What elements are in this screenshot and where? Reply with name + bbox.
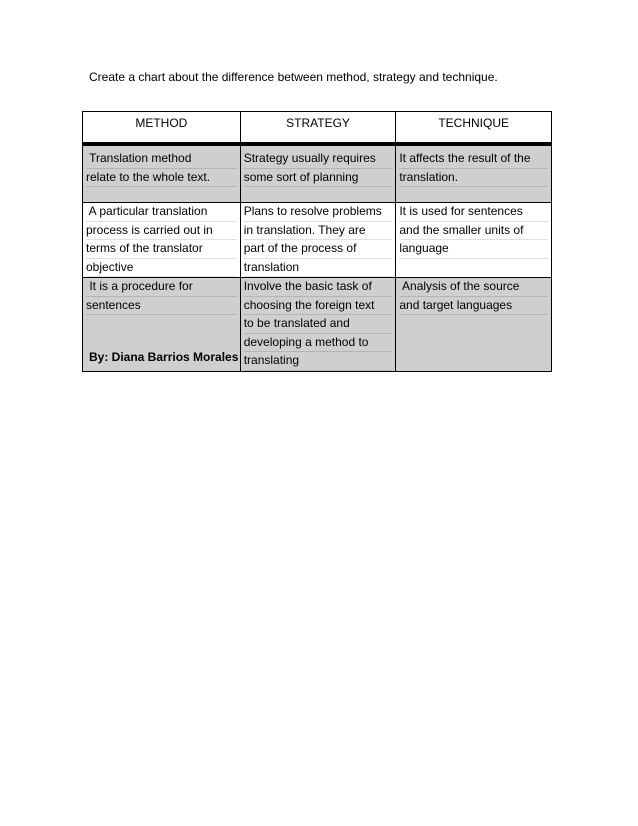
table-body xyxy=(83,146,552,372)
cell-line: It is a procedure for xyxy=(86,278,237,297)
cell-line: translating xyxy=(244,352,393,371)
cell-technique xyxy=(396,203,552,278)
cell-method xyxy=(83,203,241,278)
cell-strategy xyxy=(240,203,396,278)
cell-line: choosing the foreign text xyxy=(244,297,393,316)
cell-line: developing a method to xyxy=(244,334,393,353)
cell-line: and target languages xyxy=(399,297,548,316)
cell-technique xyxy=(396,146,552,203)
cell-strategy xyxy=(240,278,396,372)
cell-line: Plans to resolve problems xyxy=(244,203,393,222)
document-title: Create a chart about the difference between method, strategy and technique. xyxy=(89,70,498,84)
table-row xyxy=(83,146,552,203)
cell-line: to be translated and xyxy=(244,315,393,334)
header-strategy: STRATEGY xyxy=(240,112,396,146)
cell-line: Translation method xyxy=(86,150,237,169)
cell-line: It affects the result of the xyxy=(399,150,548,169)
header-technique: TECHNIQUE xyxy=(396,112,552,146)
cell-line: terms of the translator xyxy=(86,240,237,259)
cell-line: Strategy usually requires xyxy=(244,150,393,169)
cell-method xyxy=(83,146,241,203)
cell-line: part of the process of xyxy=(244,240,393,259)
header-method: METHOD xyxy=(83,112,241,146)
cell-line: process is carried out in xyxy=(86,222,237,241)
table-row xyxy=(83,203,552,278)
author-credit: By: Diana Barrios Morales xyxy=(89,350,239,364)
cell-line: Involve the basic task of xyxy=(244,278,393,297)
cell-line: sentences xyxy=(86,297,237,316)
cell-technique xyxy=(396,278,552,372)
cell-line: and the smaller units of xyxy=(399,222,548,241)
cell-line: It is used for sentences xyxy=(399,203,548,222)
cell-line: language xyxy=(399,240,548,259)
cell-line: in translation. They are xyxy=(244,222,393,241)
comparison-table xyxy=(82,111,552,372)
cell-line: A particular translation xyxy=(86,203,237,222)
cell-line: translation xyxy=(244,259,393,278)
cell-line: translation. xyxy=(399,169,548,188)
cell-line: some sort of planning xyxy=(244,169,393,188)
table-header-row xyxy=(83,112,552,146)
cell-line: relate to the whole text. xyxy=(86,169,237,188)
cell-strategy xyxy=(240,146,396,203)
cell-line: Analysis of the source xyxy=(399,278,548,297)
cell-line: objective xyxy=(86,259,237,278)
